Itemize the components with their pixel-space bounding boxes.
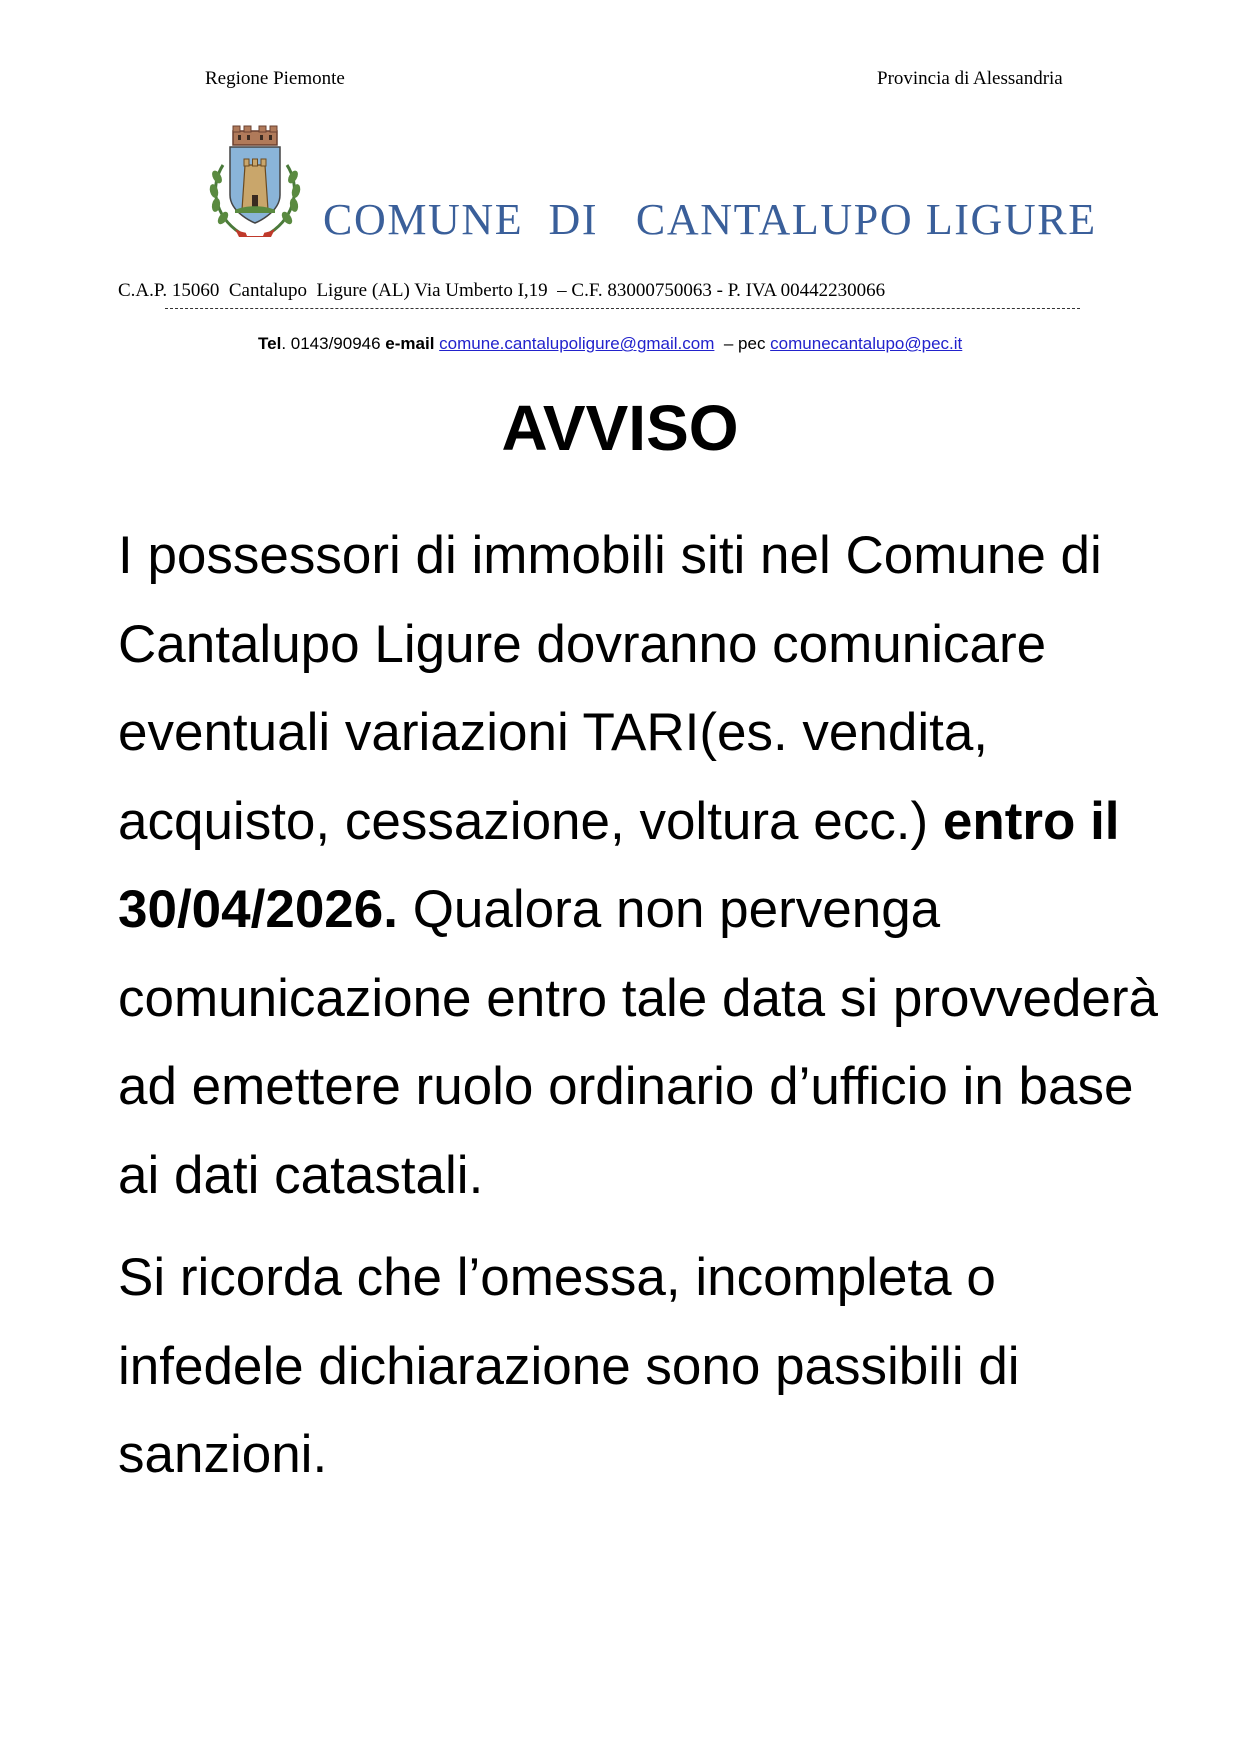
dashed-divider — [165, 308, 1080, 309]
province-label: Provincia di Alessandria — [877, 68, 1063, 89]
notice-paragraph-2: Si ricorda che l’omessa, incompleta o infedele dichiarazione sono passibili di sanzioni. — [118, 1248, 1020, 1484]
coat-of-arms-logo — [205, 125, 305, 240]
notice-paragraph-1 — [118, 512, 1158, 1220]
region-label: Regione Piemonte — [205, 68, 345, 89]
deadline-text: entro il 30/04/2026. — [118, 791, 1120, 939]
tel-value: . 0143/90946 — [281, 334, 386, 353]
notice-paragraph-1-start: I possessori di immobili siti nel Comune di Cantalupo Ligure dovranno comunicare eventuali variazioni TARI(es. vendita, acquisto, cessazione, voltura ecc.) — [118, 526, 1102, 851]
notice-body — [118, 512, 1158, 1500]
notice-paragraph-1-end: Qualora non pervenga comunicazione entro tale data si provvederà ad emettere ruolo ordinario d’ufficio in base ai dati catastali. — [118, 880, 1158, 1205]
pec-link[interactable]: comunecantalupo@pec.it — [770, 334, 963, 353]
contacts-line — [258, 334, 962, 354]
tel-label: Tel — [258, 334, 282, 353]
email-label: e-mail — [385, 334, 435, 353]
pec-label: – pec — [714, 334, 771, 353]
comune-name-heading: COMUNE DI CANTALUPO LIGURE — [323, 195, 1097, 244]
email-link[interactable]: comune.cantalupoligure@gmail.com — [439, 334, 715, 353]
address-line: C.A.P. 15060 Cantalupo Ligure (AL) Via Umberto I,19 – C.F. 83000750063 - P. IVA 00442230066 — [118, 280, 886, 301]
notice-title: AVVISO — [501, 392, 739, 464]
